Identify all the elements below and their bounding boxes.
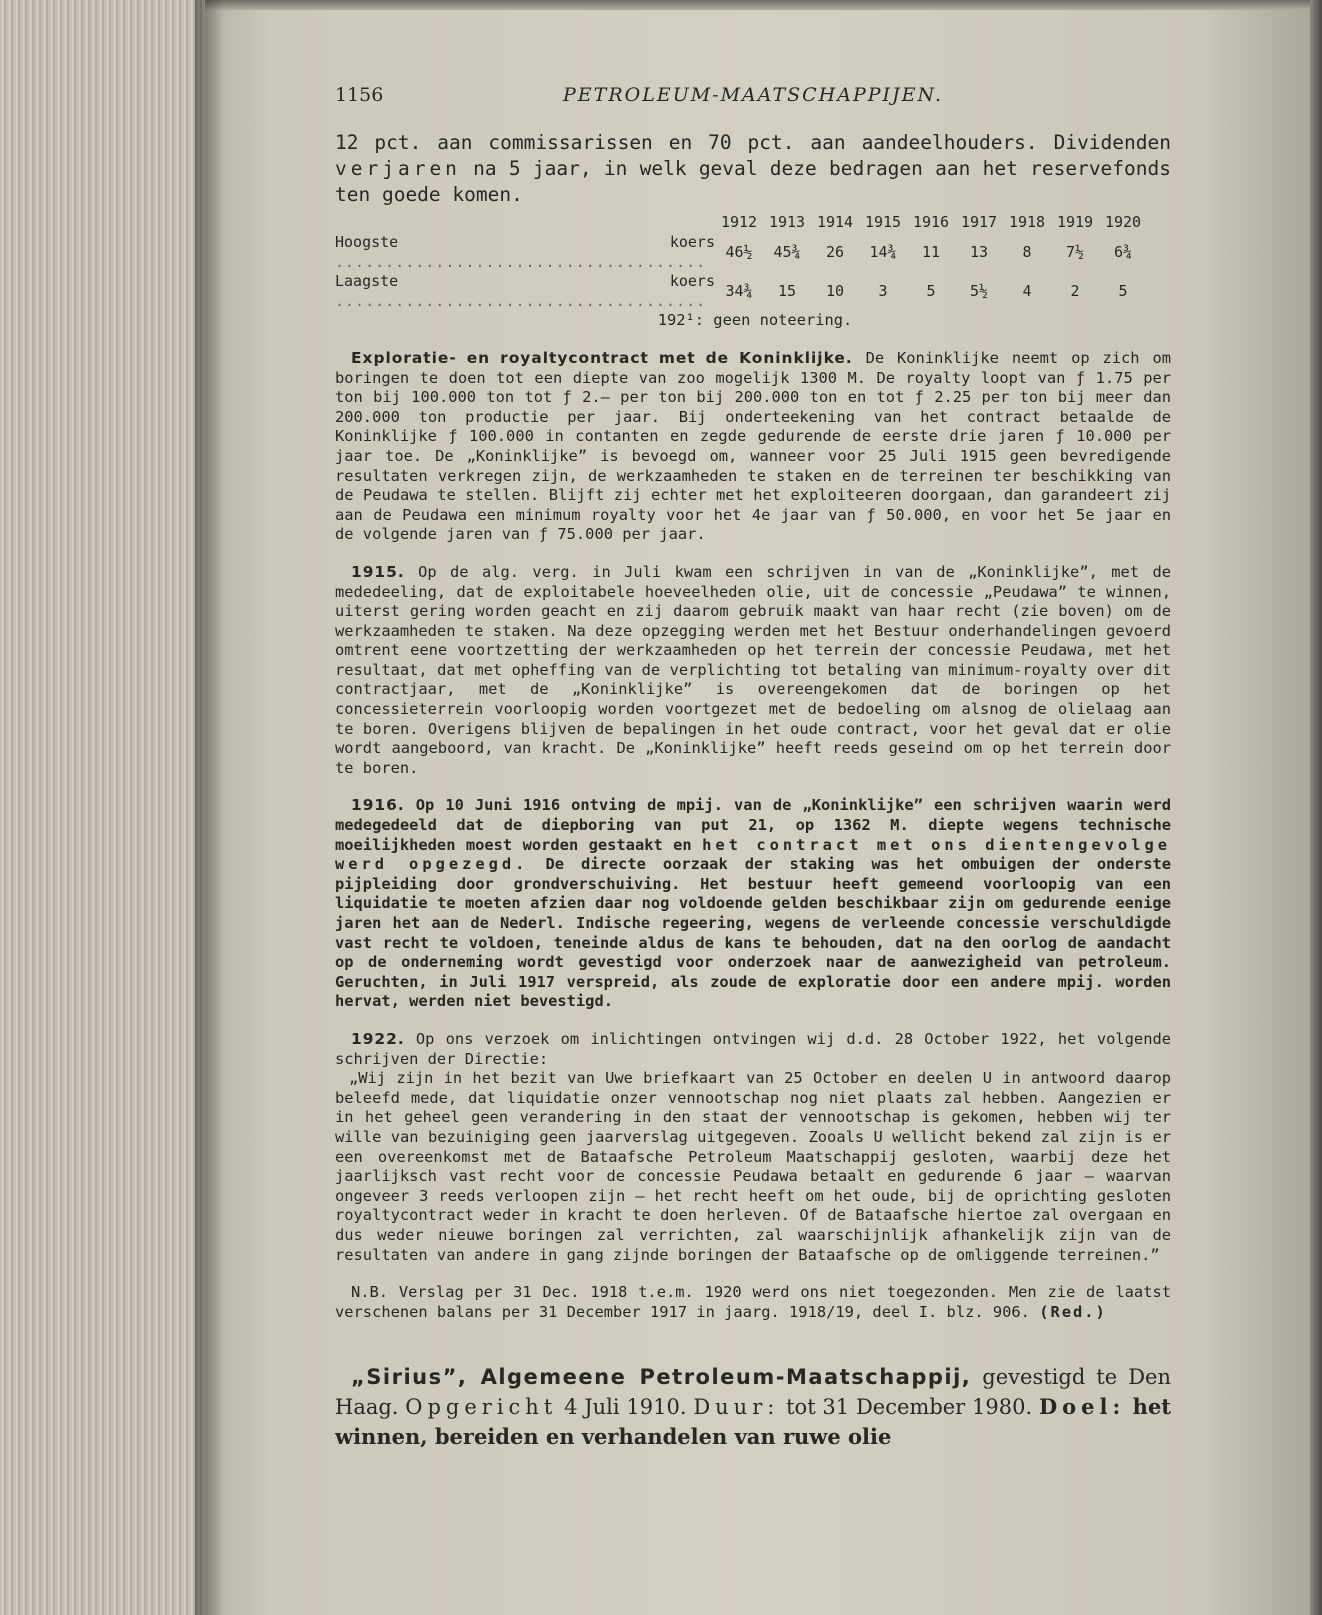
sirius-founded-date: 4 Juli 1910. [557,1395,694,1420]
koers-note: 192¹: geen noteering. [657,311,853,330]
text-1916: Op 10 Juni 1916 ontving de mpij. van de „Koninklijke” een schrijven waarin werd medegedeeld dat de diepboring van put 21, op 1362 M. diepte wegens technische moeilijkheden moest worden gestaakt en [335,796,1171,854]
value-cell: 5½ [969,281,989,300]
sirius-entry [335,1362,1171,1452]
value-cell: 15 [777,281,797,300]
koers-year-row [335,212,1147,233]
year-cell: 1919 [1056,212,1094,231]
leader-dots: ..................................... [335,252,707,271]
value-cell: 3 [878,281,888,300]
value-cell: 5 [926,281,936,300]
year-cell: 1914 [816,212,854,231]
value-cell: 11 [921,242,941,261]
sirius-text: gevestigd te Den Haag. [335,1365,1171,1420]
paragraph-1922 [335,1030,1171,1069]
value-cell: 8 [1022,242,1032,261]
value-cell: 34¾ [725,281,753,300]
value-cell: 10 [825,281,845,300]
page-number: 1156 [335,84,384,106]
row-label: Laagste koers [335,272,715,291]
page-right-edge [1310,0,1322,1615]
year-cell: 1915 [864,212,902,231]
sirius-purpose: het winnen, bereiden en verhandelen van ruwe olie [335,1394,1172,1450]
value-cell: 2 [1070,281,1080,300]
value-cell: 45¾ [773,242,801,261]
nb-text: N.B. Verslag per 31 Dec. 1918 t.e.m. 1920 werd ons niet toegezonden. Men zie de laatst verschenen balans per 31 December 1917 in jaarg. 1918/19, deel I. blz. 906. [335,1283,1171,1321]
intro-paragraph [335,130,1171,208]
year-1922-label: 1922. [351,1029,405,1048]
value-cell: 7½ [1065,242,1085,261]
directie-quote: „Wij zijn in het bezit van Uwe briefkaart van 25 October en deelen U in antwoord daarop beleefd mede, dat liquidatie onzer vennootschap nog niet plaats zal hebben. Aangezien er in het geheel geen verandering in den staat der vennootschap is gekomen, hebben wij ter wille van bezuiniging geen jaarverslag uitgegeven. Zooals U wellicht bekend zal zijn is er een overeenkomst met de Bataafsche Petroleum Maatschappij gesloten, waarbij deze het jaarlijksch vast recht voor de concessie Peudawa betaalt en gedurende 6 jaar — waarvan ongeveer 3 reeds verloopen zijn — het recht heeft om het oude, bij de oprichting gesloten royaltycontract weder in kracht te doen herleven. Of de Bataafsche hiertoe zal overgaan en dus weder nieuwe boringen zal verrichten, zal waarschijnlijk afhankelijk zijn van de resultaten van andere in gang zijnde boringen der Bataafsche op de omliggende terreinen.” [335,1069,1171,1264]
year-cell: 1913 [768,212,806,231]
value-cell: 13 [969,242,989,261]
opgericht-label: Opgericht [405,1395,558,1420]
doel-label: Doel: [1038,1394,1126,1420]
value-cell: 5 [1118,281,1128,300]
text-1916-spaced: het contract met ons dientengevolge werd opgezegd. [335,835,1172,874]
text-1915: Op de alg. verg. in Juli kwam een schrijven in van de „Koninklijke”, met de mededeeling, dat de exploitabele hoeveelheden olie, uit de concessie „Peudawa” te winnen, uiterst gering worden geacht en zij daarom gebruik maakt van haar recht (zie boven) om de werkzaamheden te staken. Na deze opzegging werden met het Bestuur onderhandelingen gevoerd omtrent eene voortzetting der werkzaamheden op het terrein der concessie Peudawa, met het resultaat, dat met opheffing van de verplichting tot betaling van minimum-royalty over dit contractjaar, met de „Koninklijke” is overeengekomen dat de boringen op het concessieterrein voorloopig worden voortgezet met de bedoeling om alsnog de olielaag aan te boren. Overigens blijven de bepalingen in het oude contract, voor het geval dat er olie wordt aangeboord, van kracht. De „Koninklijke” heeft reeds geseind om op het terrein door te boren. [335,562,1171,777]
leader-dots: ..................................... [335,291,707,310]
paragraph-1915 [335,563,1171,779]
exploratie-paragraph [335,349,1171,545]
red-mark: (Red.) [1039,1302,1107,1321]
text-1922: Op ons verzoek om inlichtingen ontvingen wij d.d. 28 October 1922, het volgende schrijven der Directie: [335,1029,1171,1068]
nb-note [335,1283,1171,1322]
koers-table [335,212,1147,311]
row-label: Hoogste koers [335,233,715,251]
value-cell: 4 [1022,281,1032,300]
koers-row-laagste [335,272,1147,311]
sirius-company-name: „Sirius”, Algemeene Petroleum-Maatschappij, [351,1365,972,1390]
koers-row-hoogste [335,233,1147,272]
gutter-shadow [195,0,225,1615]
exploratie-heading: Exploratie- en royaltycontract met de Koninklijke. [351,348,853,367]
year-cell: 1912 [720,212,758,231]
intro-text-end: na 5 jaar, in welk geval deze bedragen aan het reservefonds ten goede komen. [335,157,1171,206]
value-cell: 26 [825,242,845,261]
paragraph-1916 [335,796,1171,1012]
value-cell: 6¾ [1113,242,1133,261]
year-1916-label: 1916. [351,796,405,815]
duur-label: Duur: [693,1395,780,1420]
book-page-edges [0,0,205,1615]
page-content [335,86,1171,1452]
running-title: PETROLEUM-MAATSCHAPPIJEN. [563,84,943,106]
text-1916-end: De directe oorzaak der staking was het ombuigen der onderste pijpleiding door grondverschuiving. Het bestuur heeft gemeend voorloopig van een liquidatie te moeten afzien daar nog voldoende gelden beschikbaar zijn om gedurende eenige jaren het aan de Nederl. Indische regeering, wegens de verleende concessie verschuldigde vast recht te voldoen, teneinde aldus de kans te behouden, dat na den oorlog de aandacht op de onderneming wordt gevestigd voor onderzoek naar de aanwezigheid van petroleum. Geruchten, in Juli 1917 verspreid, als zoude de exploratie door een andere mpij. worden hervat, werden niet bevestigd. [335,855,1171,1011]
intro-text: 12 pct. aan commissarissen en 70 pct. aan aandeelhouders. Dividenden [335,131,1171,154]
year-cell: 1920 [1104,212,1142,231]
year-cell: 1917 [960,212,998,231]
value-cell: 46½ [725,242,753,261]
running-header [335,86,1171,122]
sirius-duration: tot 31 December 1980. [779,1395,1039,1420]
exploratie-text: De Koninklijke neemt op zich om boringen te doen tot een diepte van zoo mogelijk 1300 M. De royalty loopt van ƒ 1.75 per ton bij 100.000 ton tot ƒ 2.— per ton bij 200.000 ton en tot ƒ 2.25 per ton bij meer dan 200.000 ton productie per jaar. Bij onderteekening van het contract betaalde de Koninklijke ƒ 100.000 in contanten en zegde gedurende de eerste drie jaren ƒ 10.000 per jaar toe. De „Koninklijke” is bevoegd om, wanneer voor 25 Juli 1915 geen bevredigende resultaten verkregen zijn, de werkzaamheden te staken en de terreinen ter beschikking van de Peudawa te stellen. Blijft zij echter met het exploiteeren doorgaan, dan garandeert zij aan de Peudawa een minimum royalty voor het 4e jaar van ƒ 50.000, en voor het 5e jaar en de volgende jaren van ƒ 75.000 per jaar. [335,348,1171,544]
value-cell: 14¾ [869,242,897,261]
year-cell: 1918 [1008,212,1046,231]
year-cell: 1916 [912,212,950,231]
year-1915-label: 1915. [351,562,405,581]
intro-spaced-word: verjaren [335,157,461,180]
